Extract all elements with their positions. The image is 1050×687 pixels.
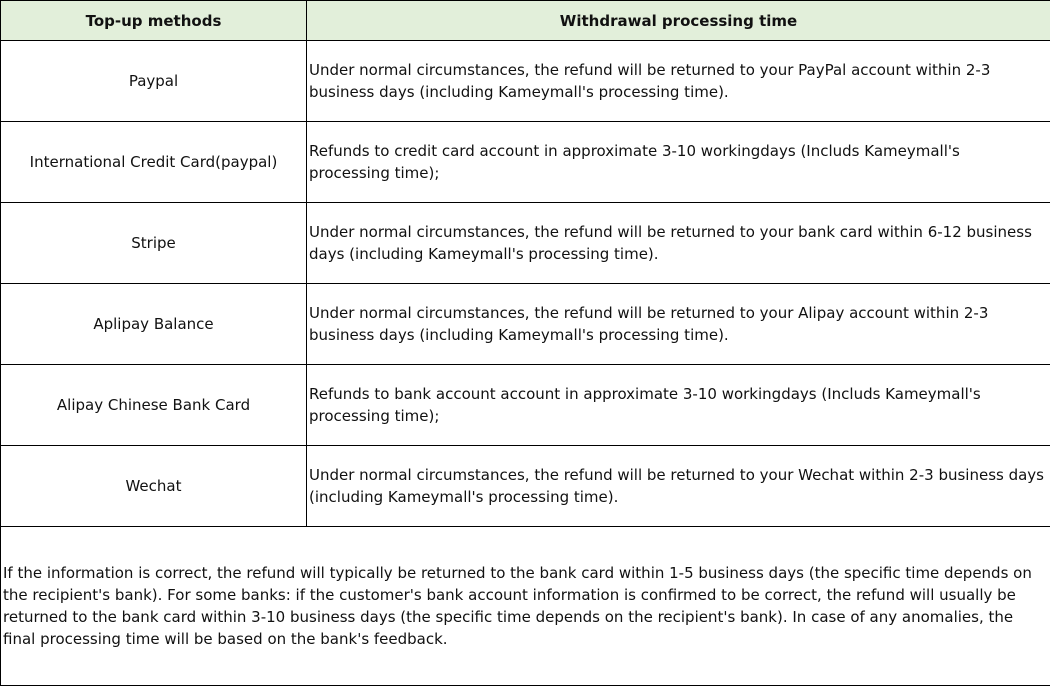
processing-time-cell: Refunds to bank account account in approximate 3-10 workingdays (Includs Kameymall's processing time); (307, 365, 1050, 446)
table-row (1, 284, 1050, 365)
footnote-cell (1, 527, 1050, 686)
table-row (1, 446, 1050, 527)
method-cell: Paypal (1, 41, 307, 122)
processing-time-cell: Under normal circumstances, the refund will be returned to your Wechat within 2-3 business days (including Kameymall's processing time). (307, 446, 1050, 527)
table-row (1, 365, 1050, 446)
table-row (1, 41, 1050, 122)
table-row (1, 122, 1050, 203)
method-cell: Aplipay Balance (1, 284, 307, 365)
header-row (1, 1, 1050, 41)
footnote-text: If the information is correct, the refund will typically be returned to the bank card within 1-5 business days (the specific time depends on the recipient's bank). For some banks: if the customer's bank account information is confirmed to be correct, the refund will usually be returned to the bank card within 3-10 business days (the specific time depends on the recipient's bank). In case of any anomalies, the final processing time will be based on the bank's feedback. (3, 564, 1032, 648)
method-cell: Wechat (1, 446, 307, 527)
header-withdrawal-processing-time: Withdrawal processing time (307, 1, 1050, 41)
processing-time-cell: Under normal circumstances, the refund will be returned to your PayPal account within 2-3 business days (including Kameymall's processing time). (307, 41, 1050, 122)
method-cell: Alipay Chinese Bank Card (1, 365, 307, 446)
processing-time-cell: Refunds to credit card account in approximate 3-10 workingdays (Includs Kameymall's processing time); (307, 122, 1050, 203)
processing-time-cell: Under normal circumstances, the refund will be returned to your Alipay account within 2-3 business days (including Kameymall's processing time). (307, 284, 1050, 365)
table-row (1, 203, 1050, 284)
method-cell: Stripe (1, 203, 307, 284)
header-top-up-methods: Top-up methods (1, 1, 307, 41)
processing-time-cell: Under normal circumstances, the refund will be returned to your bank card within 6-12 business days (including Kameymall's processing time). (307, 203, 1050, 284)
method-cell: International Credit Card(paypal) (1, 122, 307, 203)
footnote-row (1, 527, 1050, 686)
